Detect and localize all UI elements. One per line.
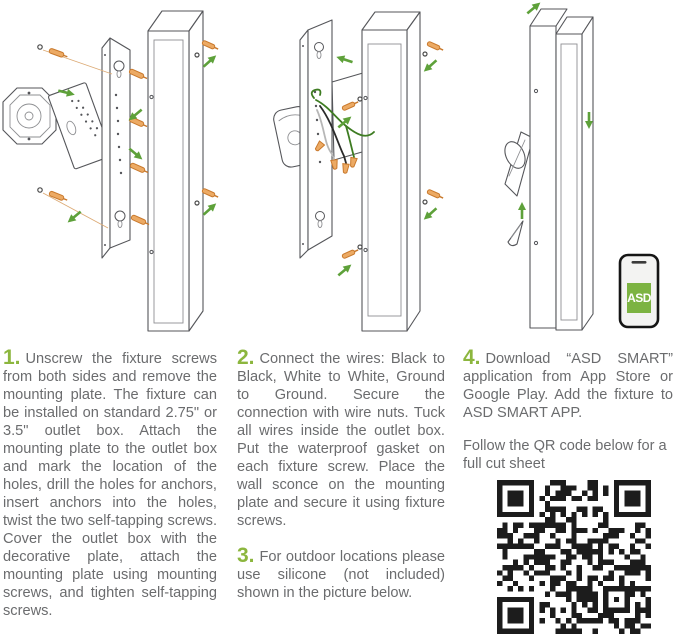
step-1-number: 1. [3, 346, 21, 369]
smartphone-icon [620, 255, 658, 327]
installation-diagram-3 [455, 0, 679, 345]
step-1-text: Unscrew the fixture screws from both sides and remove the mounting plate. The fixture can be installed on standard 2.75" or 3.5" outlet box. Attach the mounting plate to the outlet box and mark the location of the holes, drill the holes for anchors, insert anchors into the holes, twist the two self-tapping screws. Cover the outlet box with the decorative plate, attach the mounting plate using mounting screws, and tighten self-tapping screws. [3, 351, 217, 619]
arrow-icon [201, 52, 219, 69]
screw-head-icon [358, 97, 362, 101]
step-4-text-block [455, 345, 679, 634]
qr-code [497, 480, 651, 634]
diagram-step-4 [455, 0, 679, 345]
step-2-3-text-block [230, 345, 455, 602]
step-2-paragraph [237, 346, 445, 530]
phone-speaker-icon [632, 261, 647, 264]
mounting-screw-icon [130, 163, 149, 175]
step-3-number: 3. [237, 544, 255, 567]
fixture-screw-icon [427, 189, 444, 200]
installation-diagram-2 [230, 0, 455, 345]
screw-head-icon [195, 201, 199, 205]
step-3-text: For outdoor locations please use silicone (not included) shown in the picture below. [237, 549, 445, 601]
arrow-icon [335, 53, 354, 66]
step-4-paragraph [463, 346, 673, 422]
step-3-paragraph [237, 544, 445, 602]
fixture-body-icon [148, 11, 203, 331]
step-2-text: Connect the wires: Black to Black, White to White, Ground to Ground. Secure the connection with wire nuts. Tuck all wires inside the outlet box. Put the waterproof gasket on each fixture screw. Place the wall sconce on the mounting plate and secure it using fixture screws. [237, 351, 445, 529]
mounting-bracket-icon [300, 20, 332, 258]
fixture-screw-icon [427, 41, 444, 52]
silicone-tube-icon [508, 221, 523, 246]
step-1-paragraph [3, 346, 217, 620]
column-step-1 [0, 0, 230, 640]
mounting-screw-icon [129, 69, 148, 81]
arrow-icon [336, 261, 354, 278]
step-4-text: Download “ASD SMART” application from App Store or Google Play. Add the fixture to ASD SMART APP. [463, 351, 673, 421]
column-step-4 [455, 0, 679, 640]
screw-head-icon [38, 45, 42, 49]
step-1-text-block [0, 345, 230, 620]
fixture-screw-icon [342, 248, 359, 259]
fixture-screw-icon [202, 40, 219, 51]
screw-head-icon [423, 200, 427, 204]
arrow-icon [421, 205, 439, 222]
wire-nut-icon [342, 164, 349, 174]
fixture-body-icon [362, 12, 420, 331]
diagram-step-2 [230, 0, 455, 345]
fixture-body-icon [530, 9, 593, 330]
step-2-number: 2. [237, 346, 255, 369]
qr-caption: Follow the QR code below for a full cut sheet [463, 438, 667, 472]
step-4-number: 4. [463, 346, 481, 369]
mounting-screw-icon [131, 215, 150, 227]
anchor-screw-icon [49, 191, 68, 203]
screw-head-icon [38, 188, 42, 192]
screw-head-icon [358, 245, 362, 249]
wire-nut-icon [349, 157, 357, 167]
arrow-icon [201, 200, 219, 217]
mounting-bracket-icon [102, 38, 130, 258]
screw-head-icon [195, 53, 199, 57]
asd-logo-text: ASD [627, 291, 651, 305]
arrow-icon [421, 57, 439, 74]
arrow-icon [65, 209, 83, 226]
diagram-step-1 [0, 0, 230, 345]
fixture-screw-icon [202, 188, 219, 199]
arrow-icon [518, 202, 526, 219]
column-step-2 [230, 0, 455, 640]
installation-diagram-1 [0, 0, 230, 345]
screw-head-icon [423, 52, 427, 56]
sconce-mount-icon [501, 132, 533, 196]
